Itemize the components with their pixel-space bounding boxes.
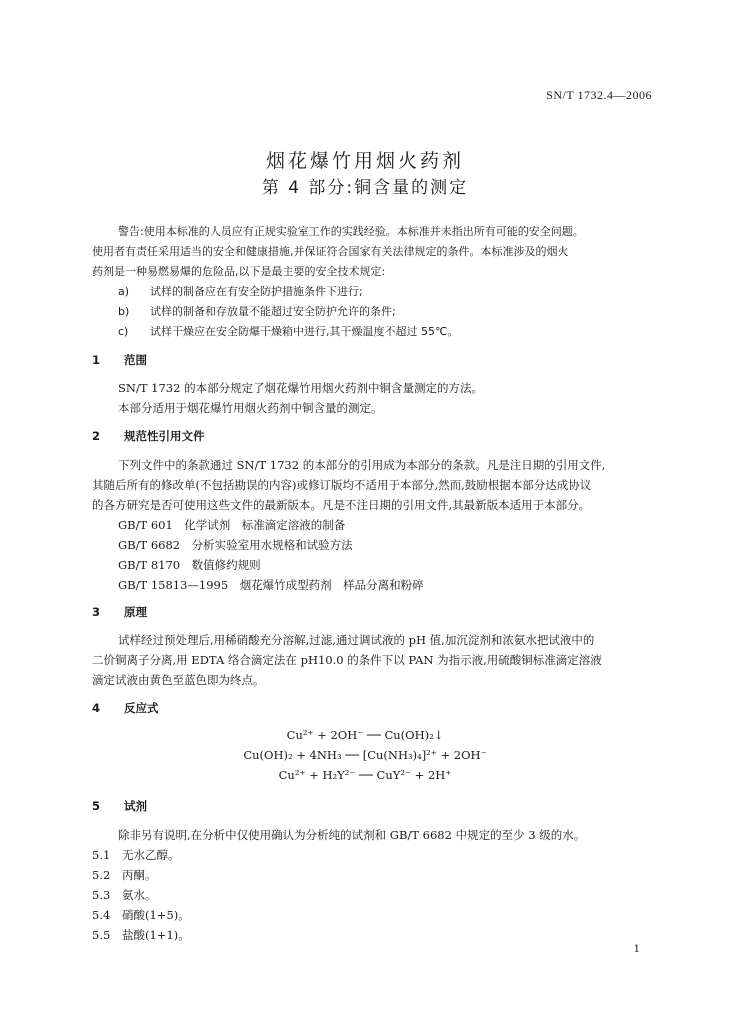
reagent-item [92,925,190,945]
warning-item-marker: a) [118,285,130,298]
section-number: 3 [92,605,101,619]
section-title: 试剂 [124,799,147,813]
section-number: 2 [92,429,101,443]
section-number: 4 [92,701,101,715]
reagent-item [92,885,157,905]
warning-item-b [118,302,396,322]
document-subtitle: 第 4 部分:铜含量的测定 [261,178,469,198]
reagent-text: 盐酸(1+1)。 [122,928,190,942]
warning-line-2: 使用者有责任采用适当的安全和健康措施,并保证符合国家有关法律规定的条件。本标准涉及的烟火 [92,245,569,258]
warning-item-text: 试样的制备和存放量不能超过安全防护允许的条件; [150,305,396,318]
reaction-equation-2: Cu(OH)₂ + 4NH₃ ── [Cu(NH₃)₄]²⁺ + 2OH⁻ [243,748,487,762]
reagent-item [92,865,157,885]
section-4-heading [92,698,159,718]
section-3-line-1: 试样经过预处理后,用稀硝酸充分溶解,过滤,通过调试液的 pH 值,加沉淀剂和浓氨水把试液中的 [118,633,595,647]
section-2-heading [92,426,205,446]
warning-item-text: 试样的制备应在有安全防护措施条件下进行; [150,285,363,298]
section-1-para-1: SN/T 1732 的本部分规定了烟花爆竹用烟火药剂中铜含量测定的方法。 [118,381,484,395]
reference-item: GB/T 15813—1995 烟花爆竹成型药剂 样品分离和粉碎 [118,578,424,592]
warning-line-3: 药剂是一种易燃易爆的危险品,以下是最主要的安全技术规定: [92,265,386,278]
section-title: 反应式 [124,701,159,715]
reference-item: GB/T 601 化学试剂 标准滴定溶液的制备 [118,518,346,532]
reagent-text: 氨水。 [122,888,157,902]
section-title: 原理 [124,605,147,619]
reagent-number: 5.1 [92,848,111,862]
reagent-number: 5.4 [92,908,111,922]
warning-line-1: 警告:使用本标准的人员应有正规实验室工作的实践经验。本标准并未指出所有可能的安全问题。 [118,225,584,238]
section-3-line-2: 二价铜离子分离,用 EDTA 络合滴定法在 pH10.0 的条件下以 PAN 为指示液,用硫酸铜标准滴定溶液 [92,653,602,667]
section-2-line-1: 下列文件中的条款通过 SN/T 1732 的本部分的引用成为本部分的条款。凡是注日期的引用文件, [118,458,606,472]
warning-item-text: 试样干燥应在安全防爆干燥箱中进行,其干燥温度不超过 55℃。 [150,325,459,338]
reagent-item [92,845,180,865]
reagent-text: 丙酮。 [122,868,157,882]
document-title: 烟花爆竹用烟火药剂 [265,150,464,172]
warning-item-marker: c) [118,325,129,338]
section-5-heading [92,796,147,816]
warning-item-marker: b) [118,305,130,318]
section-number: 5 [92,799,101,813]
reagent-number: 5.3 [92,888,111,902]
reaction-equation-1: Cu²⁺ + 2OH⁻ ── Cu(OH)₂↓ [286,728,444,742]
section-1-heading [92,350,147,370]
reference-item: GB/T 8170 数值修约规则 [118,558,261,572]
section-1-para-2: 本部分适用于烟花爆竹用烟火药剂中铜含量的测定。 [118,401,383,415]
reference-item: GB/T 6682 分析实验室用水规格和试验方法 [118,538,353,552]
reaction-equation-3: Cu²⁺ + H₂Y²⁻ ── CuY²⁻ + 2H⁺ [278,768,452,782]
section-3-heading [92,602,147,622]
warning-item-a [118,282,363,302]
page-number: 1 [633,944,640,955]
reagent-item [92,905,190,925]
reagent-number: 5.5 [92,928,111,942]
reagent-text: 无水乙醇。 [122,848,180,862]
section-title: 规范性引用文件 [124,429,205,443]
warning-item-c [118,322,458,342]
section-title: 范围 [124,353,147,367]
reagent-text: 硝酸(1+5)。 [122,908,190,922]
section-2-line-2: 其随后所有的修改单(不包括勘误的内容)或修订版均不适用于本部分,然而,鼓励根据本部分达成协议 [92,478,592,492]
section-number: 1 [92,353,101,367]
section-3-line-3: 滴定试液由黄色至蓝色即为终点。 [92,673,265,687]
standard-code: SN/T 1732.4—2006 [546,88,652,102]
section-2-line-3: 的各方研究是否可使用这些文件的最新版本。凡是不注日期的引用文件,其最新版本适用于本部分。 [92,498,591,512]
reagent-number: 5.2 [92,868,111,882]
section-5-intro: 除非另有说明,在分析中仅使用确认为分析纯的试剂和 GB/T 6682 中规定的至少 3 级的水。 [118,828,586,842]
